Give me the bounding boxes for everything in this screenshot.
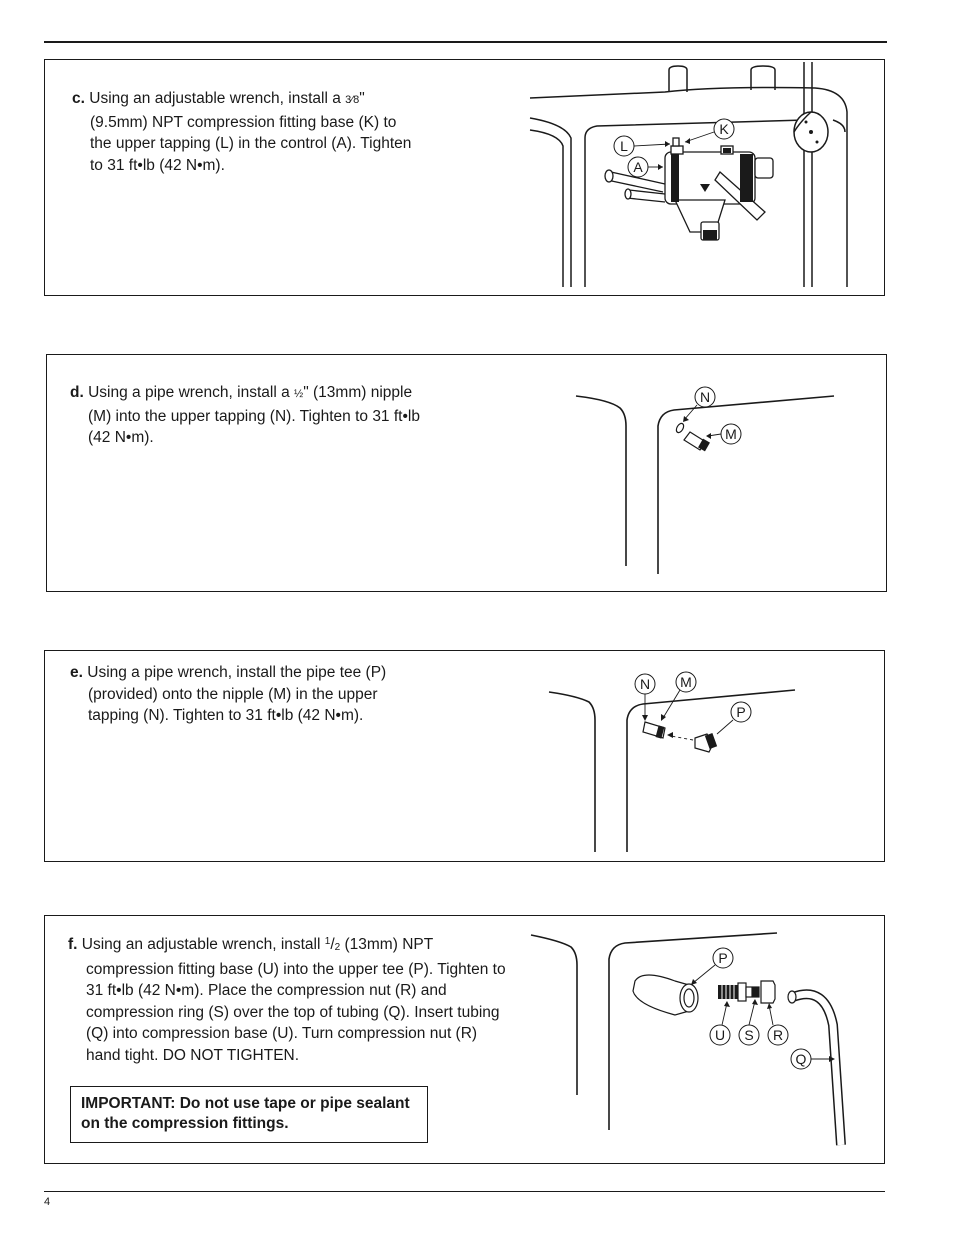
step-c-post: " (9.5mm) NPT compression fitting base (K) to the upper tapping (L) in the control (A). Tighten to 31 ft•lb (42 N•m).	[90, 90, 412, 174]
callout-p-e: P	[736, 704, 746, 720]
step-c-marker: c.	[72, 90, 85, 107]
step-e-body: Using a pipe wrench, install the pipe tee (P) (provided) onto the nipple (M) in the upper tapping (N). Tighten to 31 ft•lb (42 N•m).	[87, 664, 387, 724]
step-d-text	[70, 382, 420, 449]
step-f-post: (13mm) NPT compression fitting base (U) into the upper tee (P). Tighten to 31 ft•lb (42 N•m). Place the compression nut (R) and compression ring (S) over the top of tubing (Q). Insert tubing (Q) into compression base (U). Turn compression nut (R) hand tight. DO NOT TIGHTEN.	[86, 936, 506, 1064]
callout-s: S	[744, 1027, 754, 1043]
step-c-pre: Using an adjustable wrench, install a	[89, 90, 346, 107]
footer-rule	[44, 1191, 885, 1192]
step-f-text: f. Using an adjustable wrench, install $^1$/2 (13mm) NPT compression fitting base (U) into the upper tee (P). Tighten to 31 ft•lb (42 N•m). Place the compression nut (R) and compression ring (S) over the top of tubing (Q). Insert tubing (Q) into compression base (U). Turn compression nut (R) hand tight. DO NOT TIGHTEN.	[68, 936, 506, 1064]
step-d-figure	[570, 380, 850, 580]
callout-k: K	[719, 121, 729, 137]
step-e-marker: e.	[70, 664, 83, 681]
important-notice: IMPORTANT: Do not use tape or pipe sealant on the compression fittings.	[70, 1086, 428, 1143]
step-d-post: " (13mm) nipple (M) into the upper tapping (N). Tighten to 31 ft•lb (42 N•m).	[88, 384, 420, 446]
callout-n-e: N	[639, 676, 651, 692]
callout-q: Q	[795, 1051, 807, 1067]
callout-p-f: P	[718, 950, 728, 966]
step-f-figure	[525, 925, 855, 1160]
step-c-text	[72, 88, 422, 176]
page-number: 4	[44, 1196, 51, 1208]
callout-u: U	[714, 1027, 726, 1043]
callout-r: R	[772, 1027, 784, 1043]
callout-n-d: N	[699, 389, 711, 405]
step-f-pre: Using an adjustable wrench, install	[81, 936, 325, 953]
step-d-marker: d.	[70, 384, 84, 401]
callout-m-e: M	[680, 674, 692, 690]
step-f-marker: f.	[68, 936, 78, 953]
step-e-text	[70, 662, 420, 727]
callout-l: L	[620, 138, 628, 154]
step-c-fraction: 3⁄8	[345, 94, 360, 106]
callout-a: A	[633, 159, 643, 175]
header-rule	[44, 41, 887, 43]
callout-m-d: M	[725, 426, 737, 442]
step-e-figure	[545, 668, 805, 858]
step-d-fraction: ½	[294, 388, 304, 400]
step-c-figure	[525, 62, 855, 292]
step-f-frac-num: 1	[324, 936, 331, 947]
step-d-pre: Using a pipe wrench, install a	[88, 384, 295, 401]
step-f-frac-den: 2	[334, 942, 341, 953]
